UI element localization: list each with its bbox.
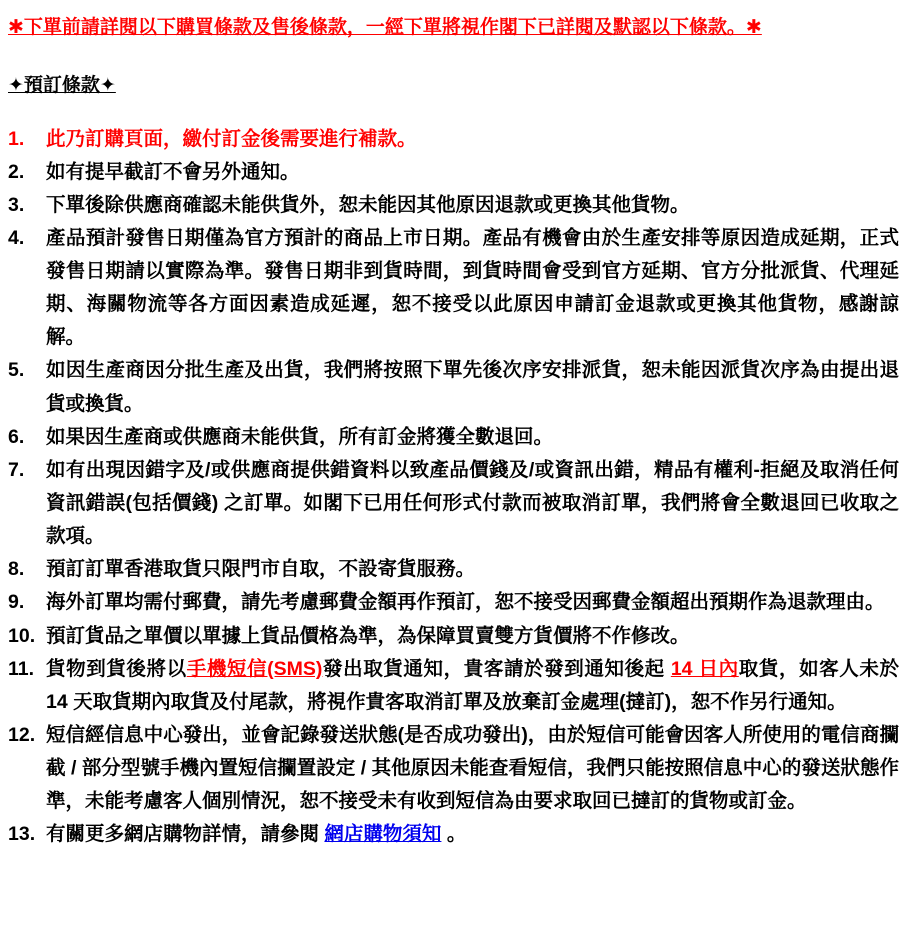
- term-item-10: [8, 620, 899, 653]
- term-item-5: [8, 354, 899, 420]
- term-number: 12.: [8, 724, 36, 747]
- term-segment: 海外訂單均需付郵費，請先考慮郵費金額再作預訂，恕不接受因郵費金額超出預期作為退款理由。: [46, 591, 885, 614]
- term-number: 4.: [8, 226, 25, 249]
- term-segment: 。: [441, 823, 467, 846]
- term-text: [46, 222, 899, 355]
- term-number: 8.: [8, 558, 25, 581]
- term-segment: 下單後除供應商確認未能供貨外，恕未能因其他原因退款或更換其他貨物。: [46, 193, 690, 216]
- term-item-6: [8, 421, 899, 454]
- section-heading-preorder-terms: ✦預訂條款✦: [8, 74, 116, 96]
- term-number: 1.: [8, 127, 25, 150]
- shop-notice-link[interactable]: 網店購物須知: [324, 823, 442, 846]
- term-text: [46, 653, 899, 719]
- term-text: [46, 553, 899, 586]
- term-number: 3.: [8, 193, 25, 216]
- term-number: 10.: [8, 624, 36, 647]
- term-segment: 取貨，如客人未於 14 天取貨期內取貨及付尾款，將視作貴客取消訂單及放棄訂金處理(撻訂)，恕不作另行通知。: [46, 657, 899, 713]
- term-number: 13.: [8, 823, 36, 846]
- term-segment: 發出取貨通知，貴客請於發到通知後起: [322, 657, 671, 680]
- term-emphasis: 14 日內: [670, 657, 739, 680]
- term-number: 7.: [8, 458, 25, 481]
- term-segment: 如果因生產商或供應商未能供貨，所有訂金將獲全數退回。: [46, 425, 554, 448]
- term-item-1: [8, 123, 899, 156]
- term-segment: 貨物到貨後將以: [46, 657, 187, 680]
- term-segment: 預訂貨品之單價以單據上貨品價格為準，為保障買賣雙方貨價將不作修改。: [46, 624, 690, 647]
- term-number: 11.: [8, 657, 35, 680]
- term-segment: 如因生產商因分批生產及出貨，我們將按照下單先後次序安排派貨，恕未能因派貨次序為由提出退貨或換貨。: [46, 359, 899, 415]
- term-item-13: [8, 818, 899, 851]
- term-number: 9.: [8, 591, 25, 614]
- term-segment: 預訂訂單香港取貨只限門市自取，不設寄貨服務。: [46, 558, 476, 581]
- term-number: 6.: [8, 425, 25, 448]
- term-segment: 有關更多網店購物詳情，請參閱: [46, 823, 325, 846]
- term-item-3: [8, 189, 899, 222]
- term-segment: 短信經信息中心發出，並會記錄發送狀態(是否成功發出)，由於短信可能會因客人所使用的電信商攔截 / 部分型號手機內置短信攔置設定 / 其他原因未能查看短信，我們只能按照信息中心的發送狀態作準，未能考慮客人個別情況，恕不接受未有收到短信為由要求取回已撻訂的貨物或訂金。: [46, 724, 899, 813]
- term-segment: 產品預計發售日期僅為官方預計的商品上市日期。產品有機會由於生產安排等原因造成延期，正式發售日期請以實際為準。發售日期非到貨時間，到貨時間會受到官方延期、官方分批派貨、代理延期、海關物流等各方面因素造成延遲，恕不接受以此原因申請訂金退款或更換其他貨物，感謝諒解。: [46, 226, 899, 349]
- term-segment: 如有提早截訂不會另外通知。: [46, 160, 300, 183]
- term-text: [46, 189, 899, 222]
- term-item-9: [8, 586, 899, 619]
- term-segment: 此乃訂購頁面，繳付訂金後需要進行補款。: [46, 127, 417, 150]
- term-text: [46, 421, 899, 454]
- term-segment: 如有出現因錯字及/或供應商提供錯資料以致產品價錢及/或資訊出錯，精品有權利-拒絕及取消任何資訊錯誤(包括價錢) 之訂單。如閣下已用任何形式付款而被取消訂單，我們將會全數退回已收取之款項。: [46, 458, 899, 548]
- term-text: [46, 156, 899, 189]
- term-text: [46, 818, 899, 851]
- page-title: ✱下單前請詳閱以下購買條款及售後條款，一經下單將視作閣下已詳閱及默認以下條款。✱: [8, 17, 762, 38]
- term-text: [46, 620, 899, 653]
- term-item-2: [8, 156, 899, 189]
- term-text: [46, 123, 899, 156]
- term-text: [46, 454, 899, 553]
- term-number: 2.: [8, 160, 25, 183]
- term-item-8: [8, 553, 899, 586]
- term-number: 5.: [8, 359, 25, 382]
- term-text: [46, 586, 899, 619]
- term-item-7: [8, 454, 899, 553]
- term-item-4: [8, 222, 899, 355]
- term-item-11: [8, 653, 899, 719]
- term-text: [46, 719, 899, 818]
- term-item-12: [8, 719, 899, 818]
- term-emphasis: 手機短信(SMS): [186, 657, 323, 680]
- term-text: [46, 354, 899, 420]
- terms-list: [8, 123, 899, 852]
